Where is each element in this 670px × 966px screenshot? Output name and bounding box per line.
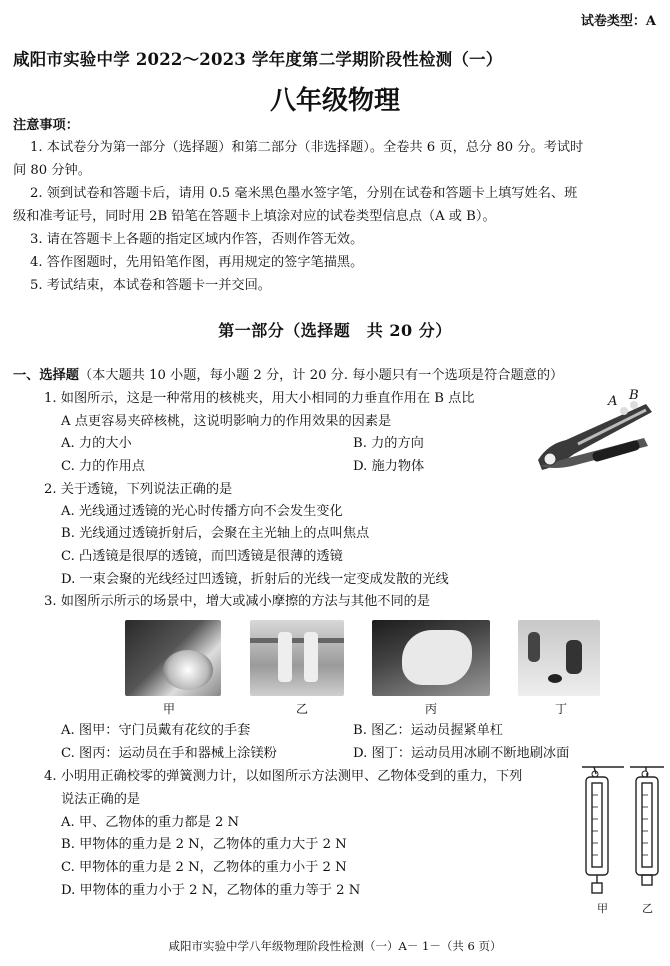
q4-option-b: B. 甲物体的重力是 2 N，乙物体的重力大于 2 N <box>61 837 347 852</box>
fig-point-b: B <box>629 388 639 403</box>
q3-caption-bing: 丙 <box>425 702 438 716</box>
q4-line1: 4. 小明用正确校零的弹簧测力计，以如图所示方法测甲、乙物体受到的重力，下列 <box>44 769 523 784</box>
q1-line1: 1. 如图所示，这是一种常用的核桃夹，用大小相同的力垂直作用在 B 点比 <box>44 391 475 406</box>
photo-curling <box>518 620 600 696</box>
paper-type: 试卷类型：A <box>580 14 656 29</box>
q3-option-c: C. 图丙：运动员在手和器械上涂镁粉 <box>61 746 277 761</box>
q1-option-c: C. 力的作用点 <box>61 459 145 474</box>
q2-option-c: C. 凸透镜是很厚的透镜，而凹透镜是很薄的透镜 <box>61 549 343 564</box>
q1-option-d: D. 施力物体 <box>353 459 425 474</box>
q1-option-b: B. 力的方向 <box>353 436 424 451</box>
q4-option-a: A. 甲、乙物体的重力都是 2 N <box>61 815 240 830</box>
q1-option-a: A. 力的大小 <box>61 436 132 451</box>
photo-horizontal-bar <box>250 620 344 696</box>
q4-option-d: D. 甲物体的重力小于 2 N，乙物体的重力等于 2 N <box>61 883 361 898</box>
note-2b: 级和准考证号，同时用 2B 铅笔在答题卡上填涂对应的试卷类型信息点（A 或 B）。 <box>13 209 496 224</box>
note-4: 4. 答作图题时，先用铅笔作图，再用规定的签字笔描黑。 <box>30 255 364 270</box>
note-1b: 间 80 分钟。 <box>13 163 91 178</box>
photo-chalk-hands <box>372 620 490 696</box>
page-title: 八年级物理 <box>269 86 400 116</box>
exam-header: 咸阳市实验中学 2022～2023 学年度第二学期阶段性检测（一） <box>13 50 503 69</box>
q2-stem: 2. 关于透镜，下列说法正确的是 <box>44 482 233 497</box>
q3-option-d: D. 图丁：运动员用冰刷不断地刷冰面 <box>353 746 570 761</box>
nutcracker-figure <box>528 384 660 494</box>
q1-line2: A 点更容易夹碎核桃，这说明影响力的作用效果的因素是 <box>61 414 392 429</box>
q3-option-b: B. 图乙：运动员握紧单杠 <box>353 723 503 738</box>
photo-goalkeeper-gloves <box>125 620 221 696</box>
q3-caption-yi: 乙 <box>296 702 309 716</box>
section1-desc: （本大题共 10 小题，每小题 2 分，计 20 分. 每小题只有一个选项是符合题意的） <box>78 368 564 383</box>
note-2a: 2. 领到试卷和答题卡后，请用 0.5 毫米黑色墨水签字笔，分别在试卷和答题卡上填写姓名、班 <box>30 186 578 201</box>
section1-label: 一、选择题 <box>13 368 79 383</box>
note-1a: 1. 本试卷分为第一部分（选择题）和第二部分（非选择题）。全卷共 6 页，总分 80 分。考试时 <box>30 140 584 155</box>
q2-option-a: A. 光线通过透镜的光心时传播方向不会发生变化 <box>61 504 343 519</box>
section1-heading <box>13 366 563 386</box>
q2-option-b: B. 光线通过透镜折射后，会聚在主光轴上的点叫焦点 <box>61 526 370 541</box>
q4-option-c: C. 甲物体的重力是 2 N，乙物体的重力小于 2 N <box>61 860 347 875</box>
fig-label-yi: 乙 <box>642 902 653 915</box>
note-3: 3. 请在答题卡上各题的指定区域内作答，否则作答无效。 <box>30 232 364 247</box>
q3-caption-jia: 甲 <box>163 702 176 716</box>
q2-option-d: D. 一束会聚的光线经过凹透镜，折射后的光线一定变成发散的光线 <box>61 572 449 587</box>
note-5: 5. 考试结束，本试卷和答题卡一并交回。 <box>30 278 271 293</box>
part1-title: 第一部分（选择题 共 20 分） <box>218 321 452 340</box>
q3-caption-ding: 丁 <box>555 702 568 716</box>
fig-point-a: A <box>608 394 618 409</box>
q3-option-a: A. 图甲：守门员戴有花纹的手套 <box>61 723 251 738</box>
notes-heading: 注意事项： <box>13 118 79 133</box>
q4-line2: 说法正确的是 <box>61 792 141 807</box>
fig-label-jia: 甲 <box>597 902 608 915</box>
q3-stem: 3. 如图所示所示的场景中，增大或减小摩擦的方法与其他不同的是 <box>44 594 431 609</box>
spring-scale-figure <box>580 765 666 915</box>
page-footer: 咸阳市实验中学八年级物理阶段性检测（一）A－ 1－（共 6 页） <box>168 939 502 953</box>
